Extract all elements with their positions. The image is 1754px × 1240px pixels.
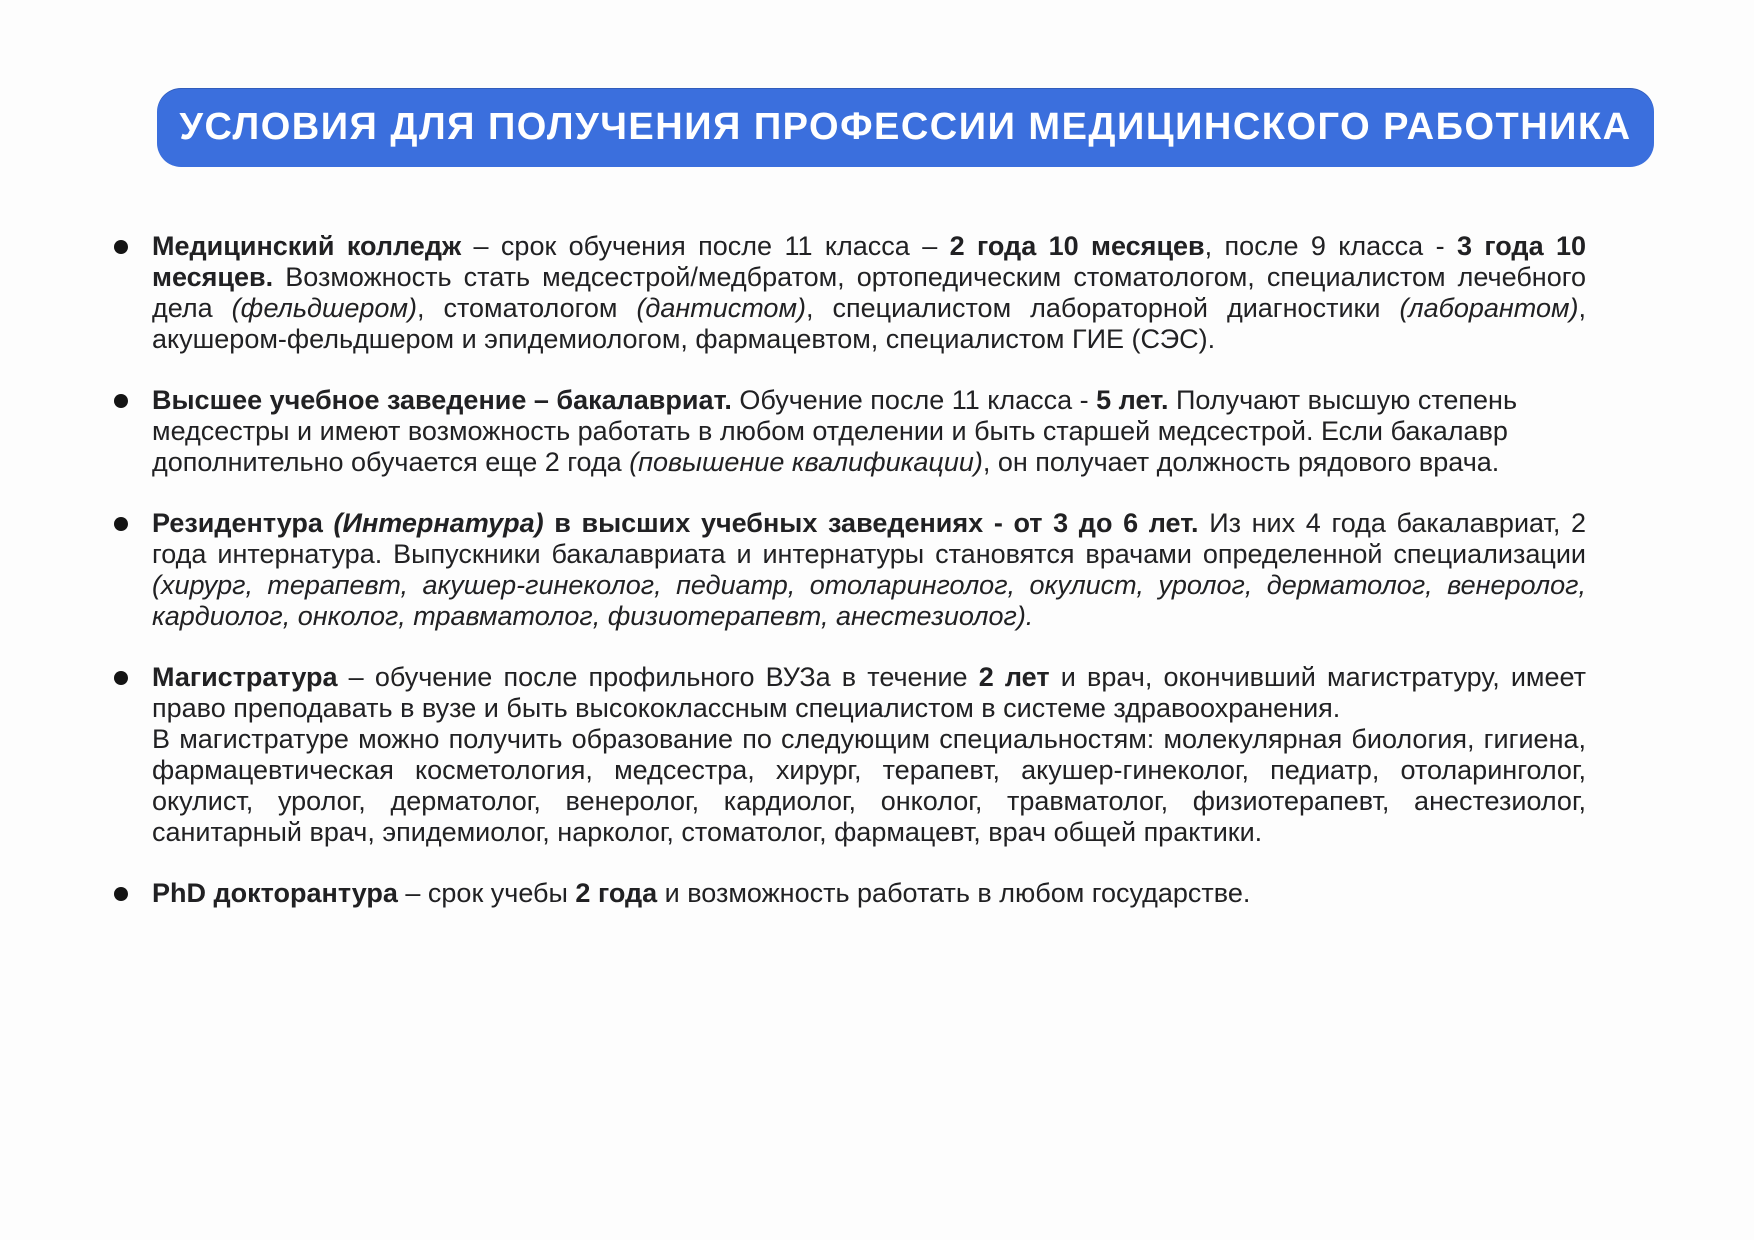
text-segment: 2 года [575, 878, 658, 908]
text-segment: и врач, окончивший магистратуру, имеет право преподавать в вузе и быть высококлассным специалистом в системе здравоохранения. [152, 662, 1586, 723]
text-segment: Резидентура [152, 508, 334, 538]
text-segment: , он получает должность рядового врача. [982, 447, 1500, 477]
text-segment: Обучение после 11 класса - [731, 385, 1097, 415]
list-item [114, 508, 1586, 632]
paragraph [152, 508, 1586, 632]
bullet-icon [114, 887, 128, 901]
text-segment: , акушером-фельдшером и эпидемиологом, фармацевтом, специалистом ГИЕ (СЭС). [152, 293, 1586, 354]
text-segment: Возможность стать медсестрой/медбратом, ортопедическим стоматологом, специалистом лечебного дела [152, 262, 1586, 323]
bullet-list [0, 231, 1754, 909]
text-segment: (Интернатура) [333, 508, 544, 538]
text-segment: Высшее учебное заведение – бакалавриат. [152, 385, 732, 415]
text-segment: 2 года 10 месяцев [949, 231, 1205, 261]
text-segment: (хирург, терапевт, акушер-гинеколог, педиатр, отоларинголог, окулист, уролог, дерматолог, венеролог, кардиолог, онколог, травматолог, физиотерапевт, анестезиолог). [152, 570, 1586, 631]
text-segment: Магистратура [152, 662, 338, 692]
bullet-content [152, 385, 1586, 478]
list-item [114, 662, 1586, 848]
text-segment: 2 лет [978, 662, 1050, 692]
bullet-icon [114, 671, 128, 685]
text-segment: и возможность работать в любом государстве. [657, 878, 1251, 908]
text-segment: (лаборантом) [1399, 293, 1579, 323]
list-item [114, 878, 1586, 909]
text-segment: Медицинский колледж [152, 231, 462, 261]
bullet-content [152, 508, 1586, 632]
paragraph [152, 878, 1586, 909]
text-segment: – обучение после профильного ВУЗа в течение [337, 662, 979, 692]
text-segment: в высших учебных заведениях - от 3 до 6 лет. [543, 508, 1199, 538]
bullet-icon [114, 394, 128, 408]
title-banner [157, 88, 1654, 167]
text-segment: – срок обучения после 11 класса – [461, 231, 950, 261]
text-segment: В магистратуре можно получить образование по следующим специальностям: молекулярная биология, гигиена, фармацевтическая косметология, медсестра, хирург, терапевт, акушер-гинеколог, педиатр, отоларинголог, окулист, уролог, дерматолог, венеролог, кардиолог, онколог, травматолог, физиотерапевт, анестезиолог, санитарный врач, эпидемиолог, нарколог, стоматолог, фармацевт, врач общей практики. [152, 724, 1586, 847]
list-item [114, 231, 1586, 355]
bullet-content [152, 878, 1586, 909]
paragraph [152, 662, 1586, 724]
text-segment: – срок учебы [397, 878, 576, 908]
paragraph [152, 231, 1586, 355]
text-segment: PhD докторантура [152, 878, 398, 908]
text-segment: Получают высшую степень медсестры и имеют возможность работать в любом отделении и быть старшей медсестрой. Если бакалавр дополнительно обучается еще 2 года [152, 385, 1518, 477]
text-segment: , специалистом лабораторной диагностики [805, 293, 1400, 323]
page-title: УСЛОВИЯ ДЛЯ ПОЛУЧЕНИЯ ПРОФЕССИИ МЕДИЦИНСКОГО РАБОТНИКА [179, 106, 1632, 148]
text-segment: 5 лет. [1096, 385, 1169, 415]
text-segment: (дантистом) [636, 293, 806, 323]
bullet-icon [114, 517, 128, 531]
text-segment: (повышение квалификации) [629, 447, 983, 477]
paragraph [152, 385, 1586, 478]
paragraph [152, 724, 1586, 848]
text-segment: , стоматологом [416, 293, 637, 323]
list-item [114, 385, 1586, 478]
bullet-content [152, 662, 1586, 848]
text-segment: Из них 4 года бакалавриат, 2 года интернатура. Выпускники бакалавриата и интернатуры становятся врачами определенной специализации [152, 508, 1586, 569]
bullet-icon [114, 240, 128, 254]
text-segment: , после 9 класса - [1204, 231, 1457, 261]
text-segment: 3 года 10 месяцев. [152, 231, 1587, 292]
text-segment: (фельдшером) [231, 293, 417, 323]
bullet-content [152, 231, 1586, 355]
